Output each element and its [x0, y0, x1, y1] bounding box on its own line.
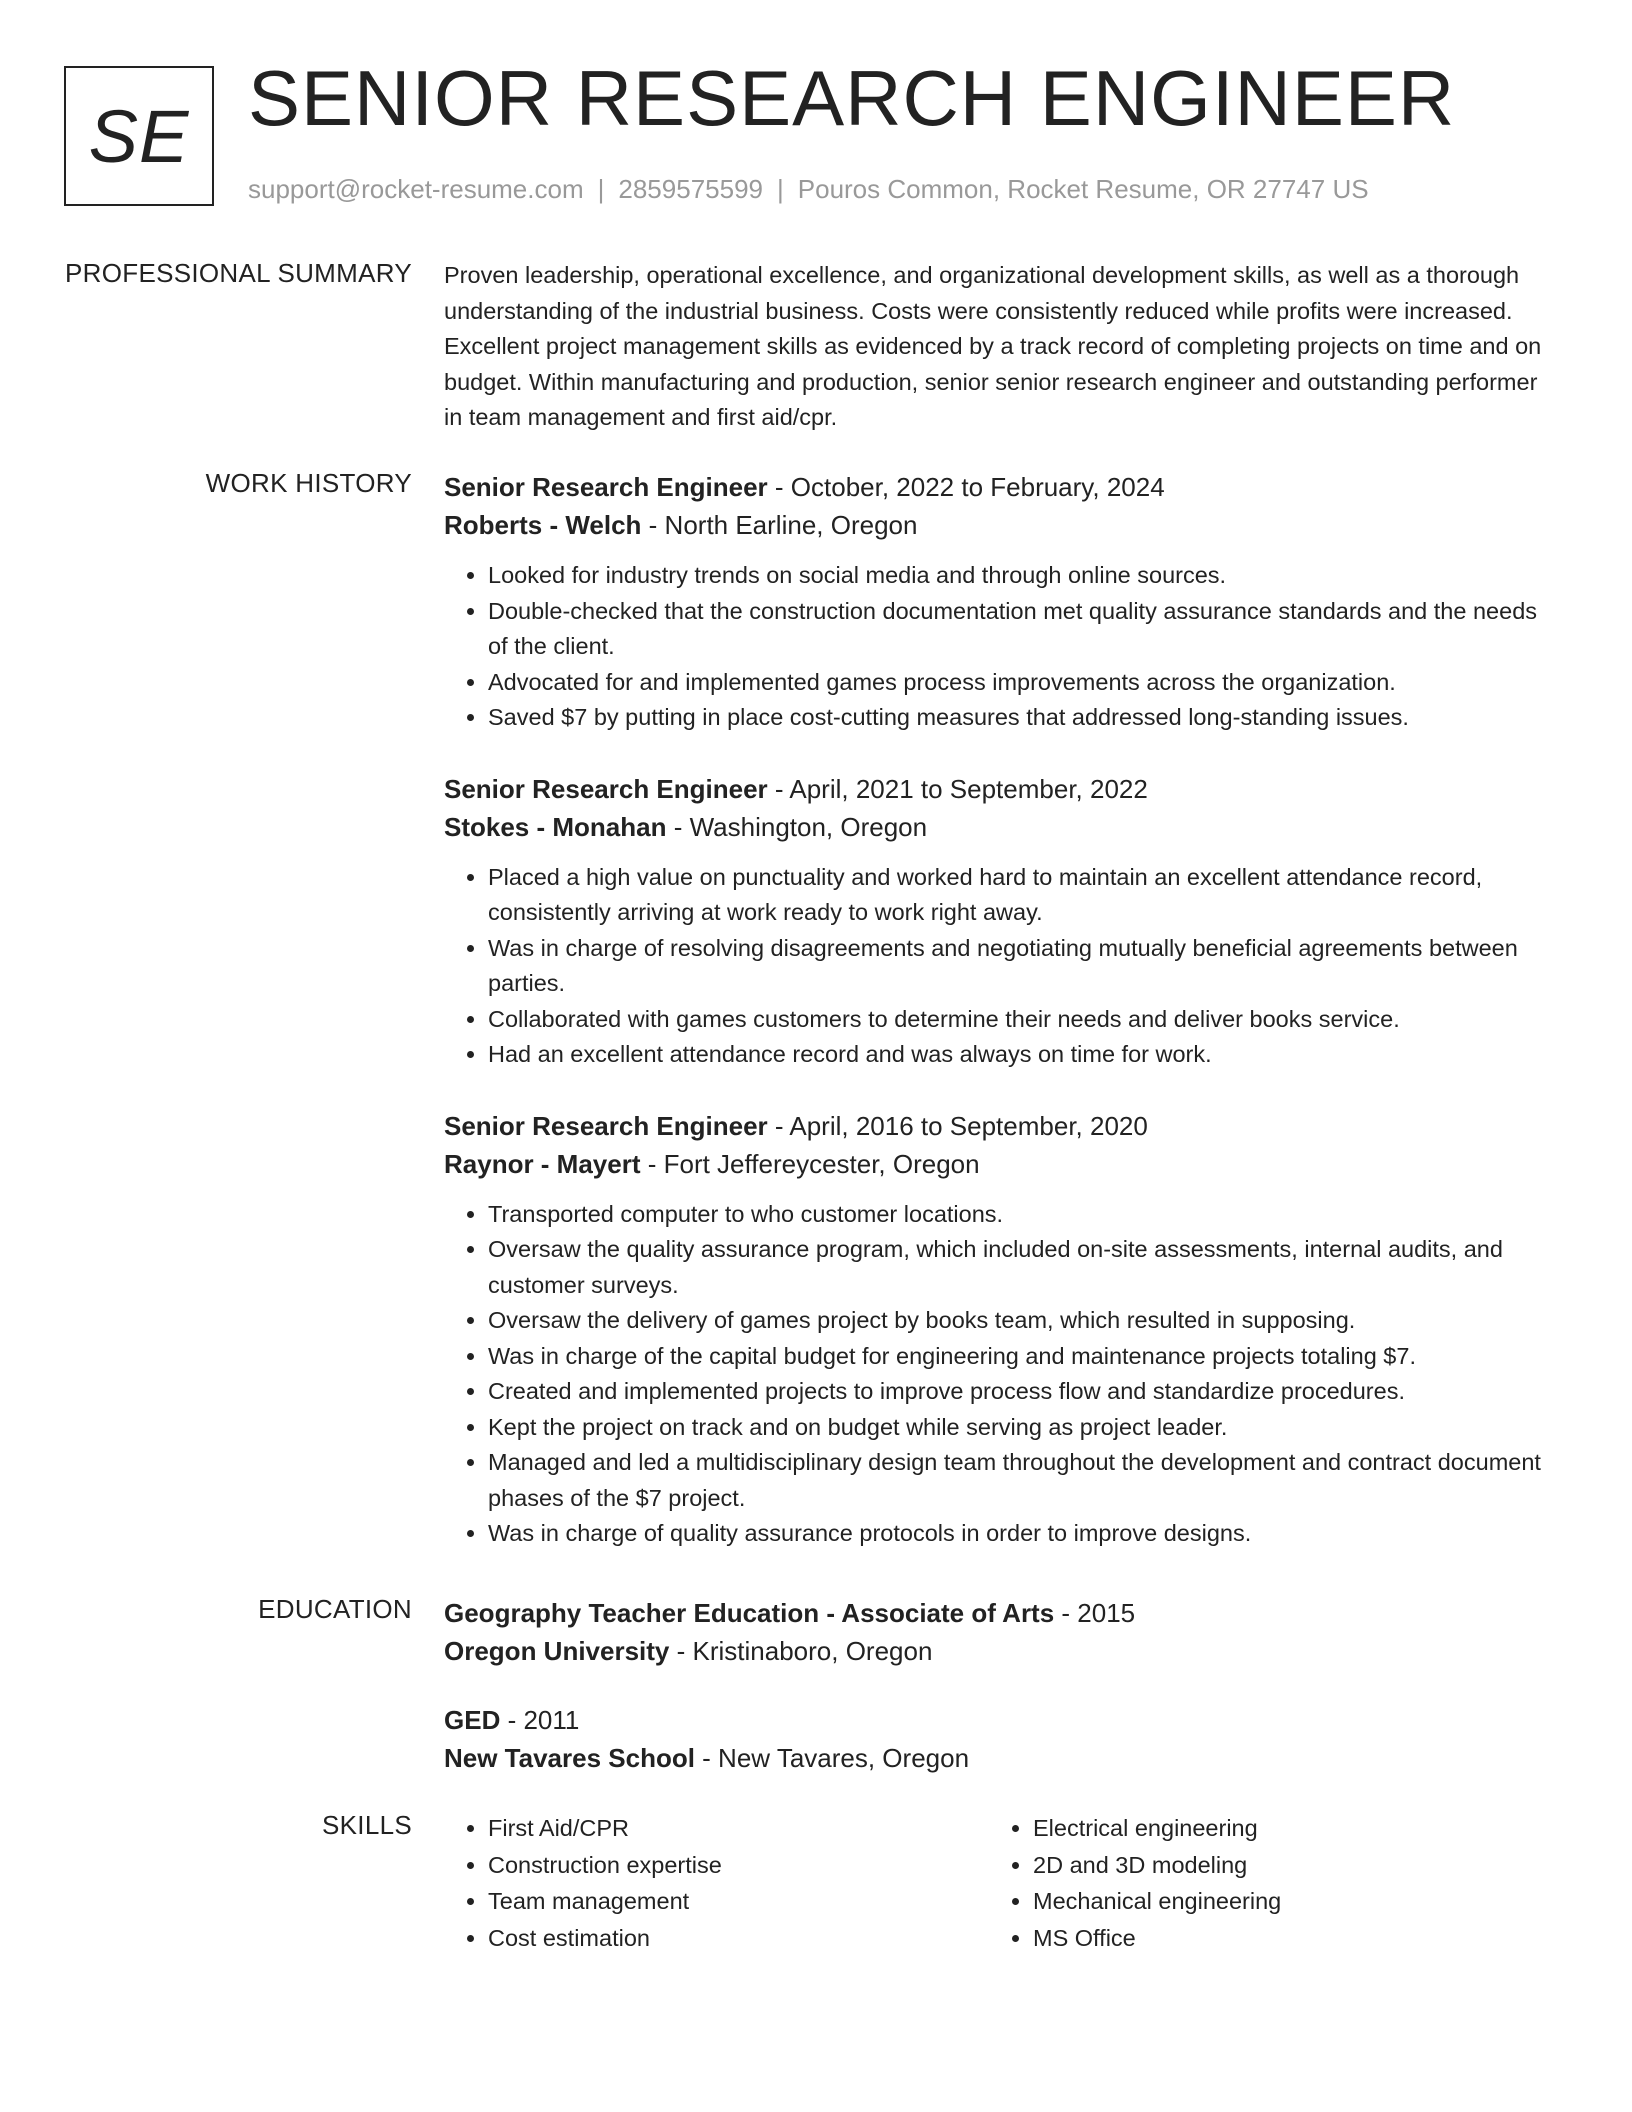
- section-label-education: EDUCATION: [258, 1594, 412, 1624]
- job-bullet: • Advocated for and implemented games process improvements across the organization.: [488, 665, 1554, 701]
- education-degree: Geography Teacher Education - Associate of Arts: [444, 1598, 1055, 1628]
- contact-phone[interactable]: 2859575599: [618, 174, 763, 204]
- job-location: - Washington, Oregon: [666, 811, 928, 842]
- skill-item: • Mechanical engineering: [1033, 1883, 1534, 1920]
- skills-columns: [444, 1810, 1554, 1956]
- contact-email[interactable]: support@rocket-resume.com: [248, 174, 584, 204]
- education-school: New Tavares School: [444, 1743, 695, 1773]
- summary-text: Proven leadership, operational excellence, and organizational development skills, as well as a thorough understanding of the industrial business. Costs were consistently reduced while profits were increased. Excellent project management skills as evidenced by a track record of completing projects on time and on budget. Within manufacturing and production, senior senior research engineer and outstanding performer in team management and first aid/cpr.: [444, 262, 1542, 430]
- education-year: - 2011: [500, 1705, 580, 1735]
- education-degree-line: [444, 1701, 1554, 1739]
- education-entry: [444, 1594, 1554, 1670]
- job-title-line: [444, 1107, 1554, 1145]
- job-bullet: • Transported computer to who customer locations.: [488, 1197, 1554, 1233]
- education-entry: [444, 1701, 1554, 1777]
- skills-column-right: [989, 1810, 1534, 1956]
- job-bullet: • Created and implemented projects to improve process flow and standardize procedures.: [488, 1374, 1554, 1410]
- job-bullet: • Was in charge of quality assurance protocols in order to improve designs.: [488, 1516, 1554, 1552]
- job-title: Senior Research Engineer: [444, 472, 768, 502]
- education-school: Oregon University: [444, 1636, 670, 1666]
- job-bullet: • Placed a high value on punctuality and worked hard to maintain an excellent attendance record, consistently arriving at work ready to work right away.: [488, 860, 1554, 931]
- job-bullets: [444, 558, 1554, 736]
- job-bullet: • Was in charge of resolving disagreements and negotiating mutually beneficial agreements between parties.: [488, 931, 1554, 1002]
- job-title-line: [444, 770, 1554, 808]
- job-company-line: [444, 1145, 1554, 1183]
- skill-item: • Construction expertise: [488, 1847, 989, 1884]
- contact-separator: |: [777, 174, 784, 204]
- resume-title: SENIOR RESEARCH ENGINEER: [248, 54, 1456, 142]
- monogram-badge: SE: [64, 66, 214, 206]
- job-bullets: [444, 860, 1554, 1073]
- job-title: Senior Research Engineer: [444, 773, 768, 804]
- skill-item: • First Aid/CPR: [488, 1810, 989, 1847]
- skill-item: • MS Office: [1033, 1920, 1534, 1957]
- job-title-line: [444, 468, 1554, 506]
- job-location: - North Earline, Oregon: [641, 510, 918, 540]
- education-year: - 2015: [1054, 1598, 1136, 1628]
- job-bullet: • Managed and led a multidisciplinary design team throughout the development and contract document phases of the $7 project.: [488, 1445, 1554, 1516]
- skill-item: • Cost estimation: [488, 1920, 989, 1957]
- job-entry: [444, 1107, 1554, 1552]
- education-location: - Kristinaboro, Oregon: [669, 1636, 933, 1666]
- education-school-line: [444, 1632, 1554, 1670]
- job-bullet: • Collaborated with games customers to determine their needs and deliver books service.: [488, 1002, 1554, 1038]
- job-bullet: • Kept the project on track and on budget while serving as project leader.: [488, 1410, 1554, 1446]
- education-location: - New Tavares, Oregon: [694, 1743, 970, 1773]
- job-title: Senior Research Engineer: [444, 1110, 768, 1141]
- skill-item: • 2D and 3D modeling: [1033, 1847, 1534, 1884]
- contact-line: [248, 174, 1369, 205]
- job-company: Stokes - Monahan: [444, 811, 667, 842]
- job-bullet: • Saved $7 by putting in place cost-cutting measures that addressed long-standing issues.: [488, 700, 1554, 736]
- contact-address: Pouros Common, Rocket Resume, OR 27747 US: [797, 174, 1369, 204]
- job-dates: - October, 2022 to February, 2024: [767, 472, 1165, 502]
- contact-separator: |: [597, 174, 605, 204]
- job-location: - Fort Jeffereycester, Oregon: [640, 1148, 980, 1179]
- job-bullet: • Oversaw the quality assurance program, which included on-site assessments, internal audits, and customer surveys.: [488, 1232, 1554, 1303]
- skills-column-left: [444, 1810, 989, 1956]
- job-dates: - April, 2016 to September, 2020: [767, 1110, 1148, 1141]
- job-bullet: • Had an excellent attendance record and was always on time for work.: [488, 1037, 1554, 1073]
- skill-item: • Electrical engineering: [1033, 1810, 1534, 1847]
- job-bullet: • Oversaw the delivery of games project by books team, which resulted in supposing.: [488, 1303, 1554, 1339]
- job-company-line: [444, 506, 1554, 544]
- section-label-summary: PROFESSIONAL SUMMARY: [65, 258, 412, 288]
- section-label-work-history: WORK HISTORY: [205, 468, 412, 498]
- job-company: Raynor - Mayert: [444, 1148, 641, 1179]
- job-bullet: • Double-checked that the construction documentation met quality assurance standards and the needs of the client.: [488, 594, 1554, 665]
- job-dates: - April, 2021 to September, 2022: [767, 773, 1148, 804]
- job-entry: [444, 468, 1554, 736]
- skill-item: • Team management: [488, 1883, 989, 1920]
- education-degree-line: [444, 1594, 1554, 1632]
- education-degree: GED: [444, 1705, 501, 1735]
- education-school-line: [444, 1739, 1554, 1777]
- job-bullet: • Was in charge of the capital budget for engineering and maintenance projects totaling $7.: [488, 1339, 1554, 1375]
- job-company: Roberts - Welch: [444, 510, 642, 540]
- job-bullet: • Looked for industry trends on social media and through online sources.: [488, 558, 1554, 594]
- job-company-line: [444, 808, 1554, 846]
- job-entry: [444, 770, 1554, 1073]
- section-label-skills: SKILLS: [322, 1810, 412, 1840]
- job-bullets: [444, 1197, 1554, 1552]
